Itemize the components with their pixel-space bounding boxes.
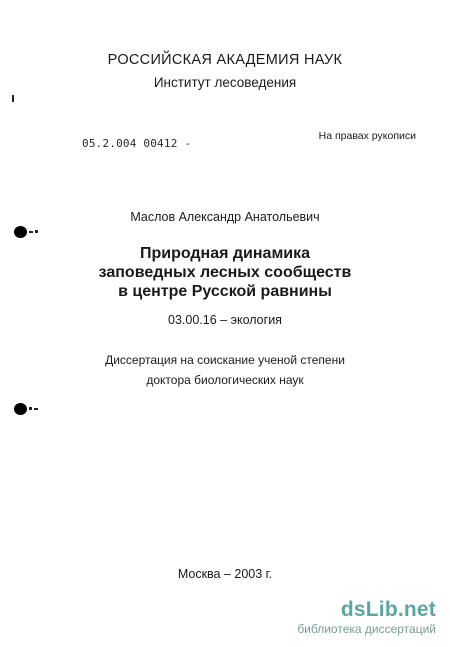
specialty-code: 03.00.16 – экология xyxy=(168,313,282,327)
manuscript-rights-note: На правах рукописи xyxy=(318,130,416,142)
watermark-subtitle: библиотека диссертаций xyxy=(297,622,436,636)
title-line: заповедных лесных сообществ xyxy=(98,264,352,281)
scan-mark xyxy=(29,407,32,410)
degree-line: Диссертация на соискание ученой степени xyxy=(105,353,345,367)
scan-mark xyxy=(34,408,38,410)
institute-name: Институт лесоведения xyxy=(153,75,297,90)
degree-statement xyxy=(0,350,450,390)
dissertation-title xyxy=(0,244,450,301)
degree-line: доктора биологических наук xyxy=(146,373,304,387)
city-year: Москва – 2003 г. xyxy=(177,567,273,581)
punch-hole-mark xyxy=(14,403,27,415)
registration-stamp: 05.2.004 00412 - xyxy=(82,137,192,150)
scan-mark xyxy=(12,95,14,102)
scan-mark xyxy=(35,230,38,233)
title-line: в центре Русской равнины xyxy=(118,283,332,300)
scan-mark xyxy=(29,231,33,233)
watermark xyxy=(256,598,436,636)
author-name: Маслов Александр Анатольевич xyxy=(130,210,320,224)
title-line: Природная динамика xyxy=(139,245,311,262)
punch-hole-mark xyxy=(14,226,27,238)
academy-name: РОССИЙСКАЯ АКАДЕМИЯ НАУК xyxy=(107,52,343,68)
watermark-logo: dsLib.net xyxy=(340,598,436,621)
